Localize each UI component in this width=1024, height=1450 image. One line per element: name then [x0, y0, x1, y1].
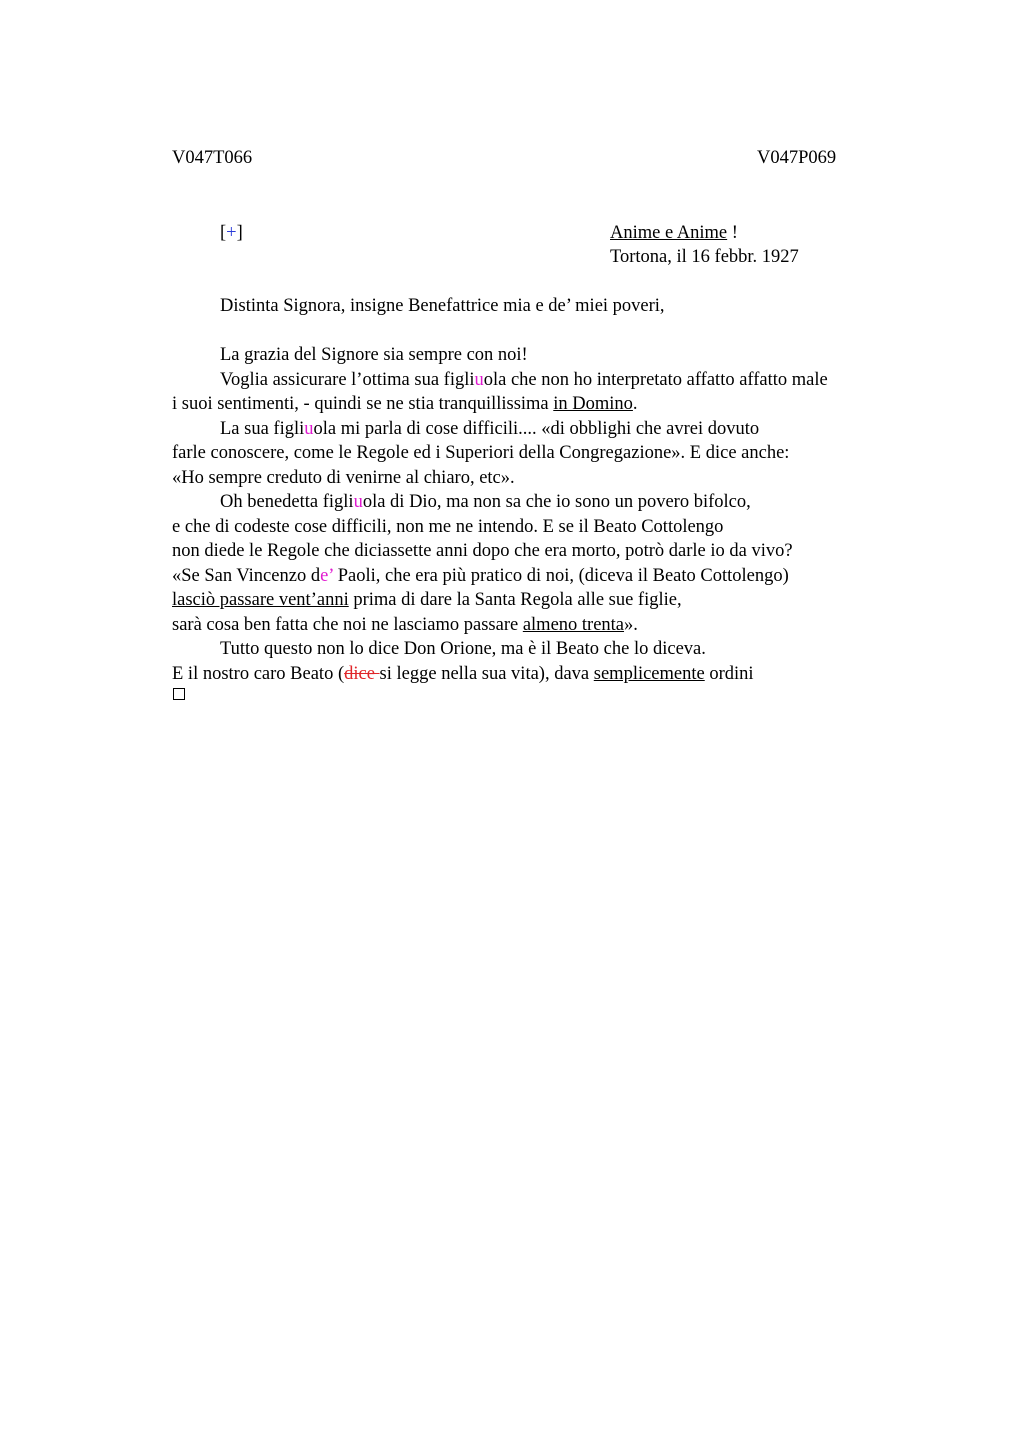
underlined-phrase: lasciò passare vent’anni — [172, 590, 349, 610]
salutation: Distinta Signora, insigne Benefattrice mia e de’ miei poveri, — [220, 296, 665, 316]
bracket-close: ] — [236, 223, 243, 243]
text-run: prima di dare la Santa Regola alle sue figlie, — [348, 590, 682, 610]
body-line: e che di codeste cose difficili, non me ne intendo. E se il Beato Cottolengo — [172, 516, 724, 537]
body-line — [172, 588, 828, 613]
text-run: E il nostro caro Beato ( — [172, 663, 345, 684]
text-run: «Se San Vincenzo d — [172, 565, 321, 586]
letter-title — [610, 221, 799, 245]
body-line — [172, 613, 828, 638]
body-line: Tutto questo non lo dice Don Orione, ma è il Beato che lo diceva. — [220, 639, 706, 659]
body-line — [172, 368, 828, 393]
body-line: non diede le Regole che diciassette anni dopo che era morto, potrò darle io da vivo? — [172, 541, 793, 561]
text-run: ola mi parla di cose difficili.... «di obblighi che avrei dovuto — [313, 418, 760, 439]
text-run: La sua figli — [220, 418, 305, 439]
document-code-left: V047T066 — [172, 148, 253, 168]
plus-icon[interactable]: + — [226, 223, 237, 243]
body-line: «Ho sempre creduto di venirne al chiaro, etc». — [172, 467, 515, 488]
text-run: ». — [624, 614, 638, 635]
addition-marker — [220, 221, 243, 245]
text-run: si legge nella sua vita), dava — [379, 663, 594, 684]
inserted-letter: e’ — [320, 565, 334, 586]
body-line — [172, 564, 828, 589]
body-line — [172, 417, 828, 442]
text-run: sarà cosa ben fatta che noi ne lasciamo passare — [172, 614, 523, 635]
underlined-phrase: semplicemente — [593, 663, 705, 684]
text-run: Paoli, che era più pratico di noi, (diceva il Beato Cottolengo) — [333, 565, 789, 586]
title-text: Anime e Anime — [610, 223, 728, 243]
inserted-letter: u — [353, 492, 363, 512]
end-of-page-box-icon — [173, 688, 185, 700]
text-run: Voglia assicurare l’ottima sua figli — [220, 369, 475, 390]
text-run: ordini — [704, 663, 754, 684]
title-suffix: ! — [727, 223, 738, 243]
underlined-phrase: almeno trenta — [522, 614, 625, 635]
text-run: ola che non ho interpretato affatto affatto male — [483, 369, 828, 390]
body-line — [172, 392, 828, 417]
text-run: Oh benedetta figli — [220, 492, 354, 512]
place-date: Tortona, il 16 febbr. 1927 — [610, 247, 799, 267]
underlined-phrase: in Domino — [553, 394, 633, 414]
text-run: . — [632, 394, 638, 414]
bracket-open: [ — [220, 223, 227, 243]
inserted-letter: u — [304, 418, 314, 439]
deleted-word: dice — [344, 663, 380, 684]
inserted-letter: u — [474, 369, 484, 390]
text-run: ola di Dio, ma non sa che io sono un povero bifolco, — [362, 492, 751, 512]
body-line: farle conoscere, come le Regole ed i Superiori della Congregazione». E dice anche: — [172, 443, 790, 463]
body-line: La grazia del Signore sia sempre con noi! — [220, 345, 528, 365]
document-code-right: V047P069 — [757, 148, 837, 168]
body-line — [172, 490, 828, 515]
text-run: i suoi sentimenti, - quindi se ne stia tranquillissima — [172, 394, 554, 414]
letter-body — [172, 343, 828, 686]
title-block — [610, 221, 799, 269]
body-line — [172, 662, 828, 687]
